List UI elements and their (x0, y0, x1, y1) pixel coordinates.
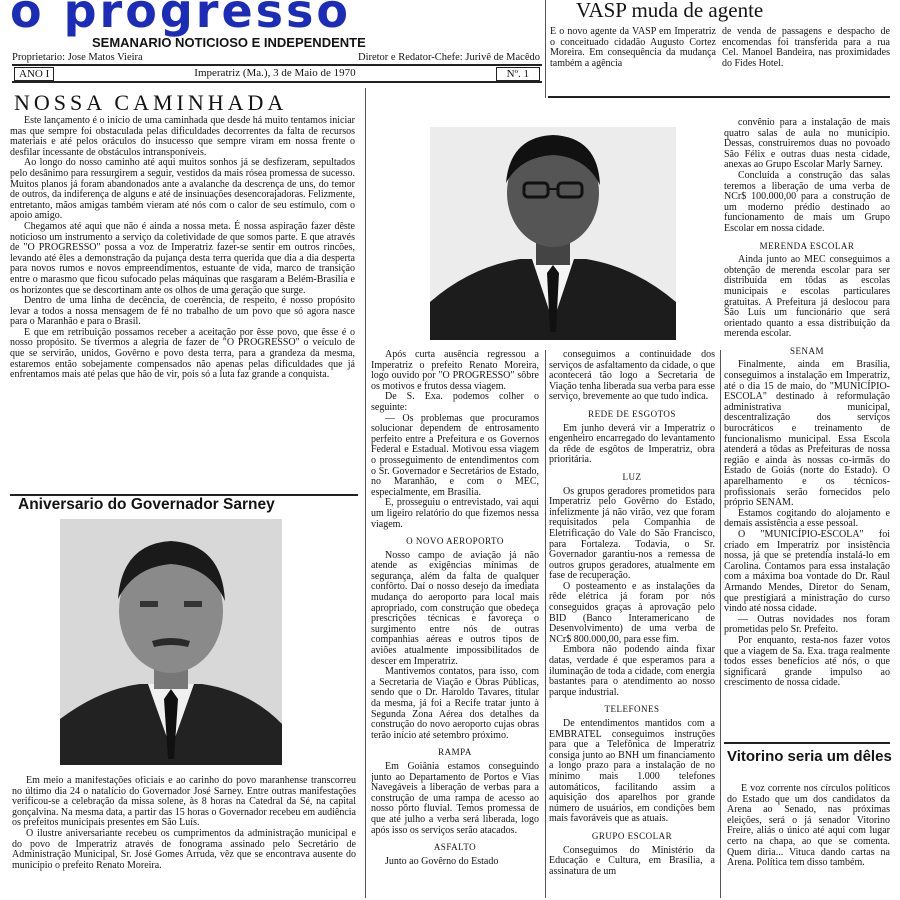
staff-line (12, 52, 540, 63)
paragraph: Por enquanto, resta-nos fazer votos que a viagem de Sa. Exa. traga realmente todos esses benefícios até nós, o que significará grande impulso ao crescimento de nossa cidade. (724, 634, 890, 689)
paragraph: Finalmente, ainda em Brasília, conseguimos a instalação em Imperatriz, até o dia 15 de maio, do "MUNICÍPIO-ESCOLA" destinado à reformulação administrativa municipal, descentralização dos serviços burocráticos e treinamento de funcionalismo municipal. Essa Escola atenderá a tôdas as Prefeituras de nossa região e ainda às nossas co-irmãs do Estado de Goiás (norte do Estado). O aparelhamento e os técnicos-profissionais serão fornecidos pelo próprio SENAM. (724, 359, 890, 509)
paragraph: Ainda junto ao MEC conseguimos a obtenção de merenda escolar para ser distribuída em tôdas as escolas municipais e escolas particulares gratuitas. A Prefeitura já deslocou para São Luís um funcionário que será orientado quanto a essa distribuição da merenda escolar. (724, 254, 890, 340)
subheading: MERENDA ESCOLAR (759, 240, 855, 251)
dateline-rule (12, 81, 542, 83)
vasp-headline: VASP muda de agente (576, 0, 764, 22)
subheading: REDE DE ESGOTOS (588, 408, 676, 419)
vitorino-article (727, 784, 890, 894)
issue-number: Nº. 1 (496, 67, 540, 81)
vasp-article-col2: de venda de passagens e despacho de encomendas foi transferida para a rua Cel. Manoel Bandeira, nas proximidades do Fides Hotel. (722, 27, 890, 69)
sarney-photo (60, 519, 282, 765)
section-rule (548, 96, 890, 98)
prefeito-photo (430, 127, 676, 340)
issue-year: ANO I (14, 67, 54, 81)
prefeito-article-col-b (549, 350, 715, 895)
editor-credit: Diretor e Redator-Chefe: Jurivê de Macêdo (357, 52, 540, 63)
owner-credit: Proprietario: Jose Matos Vieira (12, 52, 143, 63)
prefeito-article-col-c (724, 118, 890, 738)
paragraph: — Outras novidades nos foram prometidas pelo Sr. Prefeito. (724, 613, 890, 636)
masthead-rule (12, 64, 542, 66)
paragraph: E, prosseguiu o entrevistado, vai aqui um ligeiro relatório do que fizemos nessa viagem. (371, 497, 539, 530)
column-rule (365, 88, 366, 898)
paragraph: Junto ao Govêrno do Estado (385, 855, 499, 867)
paragraph: De S. Exa. podemos colher o seguinte: (371, 391, 539, 413)
paragraph: conseguimos a continuidade dos serviços de asfaltamento da cidade, o que acontecerá tão logo a Secretaria de Viação tenha liberada sua verba para esse serviço, brevemente ao que tudo indica. (549, 350, 715, 403)
paragraph: Em Goiânia estamos conseguindo junto ao Departamento de Portos e Vias Navegáveis a liberação de verbas para a construção de uma rampa de acesso ao nosso pôrto fluvial. Temos promessa de que até julho a verba será liberada, logo após isso os serviços serão atacados. (371, 760, 539, 836)
paragraph: O posteamento e as instalações da rêde elétrica já foram por nós conseguidos graças à aprovação pelo BID (Banco Interamericano de Desenvolvimento) de uma verba de NCr$ 800.000,00, para esse fim. (549, 580, 715, 645)
nossa-caminhada-article (10, 116, 355, 492)
paragraph: O "MUNICÍPIO-ESCOLA" foi criado em Imperatriz por insistência nossa, já que se pretendia instalá-lo em Carolina. Contamos para essa instalação com a máxima boa vontade do Dr. Raul Armando Mendes, Diretor do Senam, que prestigiará a ministração do curso vindo até nossa cidade. (724, 528, 890, 615)
paragraph: Embora não podendo ainda fixar datas, verdade é que esperamos para a iluminação de toda a cidade, com energia bastantes para o atendimento ao nosso parque industrial. (549, 644, 715, 698)
paragraph: O ilustre aniversariante recebeu os cumprimentos da administração municipal e do povo de Imperatriz através de fonograma assinado pelo Secretário de Administração Municipal, Sr. José Gomes Arruda, vêz que se encontrava ausente do município o prefeito Renato Moreira. (12, 827, 356, 871)
subheading: O NOVO AEROPORTO (406, 536, 504, 547)
subheading: LUZ (622, 471, 642, 482)
paragraph: De entendimentos mantidos com a EMBRATEL conseguimos instruções para que a Telefônica de Imperatriz consiga junto ao BNH um financiamento a longo prazo para a instalação de no mínimo mais 1.000 telefones automáticos, facilitando assim a aquisição dos aparelhos por grande número de usuários, em condições bem mais favoráveis que as atuais. (549, 718, 715, 825)
prefeito-article-col-a (371, 350, 539, 895)
paragraph: Este lançamento é o início de uma caminhada que desde há muito tentamos iniciar mas que sempre foi obstaculada pelas dificuldades decorrentes da falta de recursos materiais e até pelos oráculos do insucesso que sempre viram em nossa frente o desfilar incessante de obstáculos intransponíveis. (10, 116, 355, 158)
subheading: SENAM (789, 345, 824, 356)
paragraph: Conseguimos do Ministério da Educação e Cultura, em Brasília, a assinatura de um (549, 844, 715, 877)
section-rule (724, 742, 890, 744)
paragraph: É voz corrente nos círculos políticos do Estado que um dos candidatos da Arena ao Senado, nas próximas eleições, será o já senador Vitorino Freire, aliás o único até aqui com lugar certo na chapa, ao que se comenta. Quem diria... Vituca dando cartas na Arena. Política tem disso também. (727, 784, 890, 869)
subheading: GRUPO ESCOLAR (591, 830, 673, 841)
paragraph: Os grupos geradores prometidos para Imperatriz pelo Govêrno do Estado, infelizmente já não virão, vez que foram requisitados pela Companhia de Eletrificação do Vale do São Francisco, para Fortaleza. Todavia, o Sr. Governador garantiu-nos a remessa de outros grupos geradores, atualmente em fase de recuperação. (549, 485, 715, 582)
issue-line (14, 67, 540, 81)
paragraph: Nosso campo de aviação já não atende as exigências mínimas de segurança, além da falta de qualquer confôrto. Daí o nosso desejo da imediata mudança do aeroporto para local mais apropriado, com construção que obedeça prescrições técnicas e favoreça o surgimento entre nós de outras companhias aéreas e outros tipos de aviões atualmente impossibilitados de descer em Imperatriz. (371, 549, 539, 667)
sarney-headline: Aniversario do Governador Sarney (18, 496, 275, 513)
paragraph: Após curta ausência regressou a Imperatriz o prefeito Renato Moreira, logo ouvido por "O PROGRESSO" sôbre os motivos e frutos dessa viagem. (371, 350, 539, 392)
paragraph: convênio para a instalação de mais quatro salas de aula no município. Dessas, construiremos duas no povoado São Félix e outras duas nesta cidade, anexas ao Grupo Escolar Marly Sarney. (724, 118, 890, 171)
vasp-article-col1: É o novo agente da VASP em Imperatriz o conceituado cidadão Augusto Cortez Moreira. Em consequência da mudança também a agência (550, 27, 716, 69)
paragraph: Concluída a construção das salas teremos a liberação de uma verba de NCr$ 100.000,00 para a construção de um moderno prédio destinado ao funcionamento de mais um Grupo Escolar em nossa cidade. (724, 169, 890, 234)
paragraph: Em meio a manifestações oficiais e ao carinho do povo maranhense transcorreu no último dia 24 o natalício do Governador José Sarney. Entre outras manifestações verificou-se a celebração da missa solene, às 8 horas na Catedral da Sé, na capital gonçalvina. Na mesma data, a partir das 15 horas o Governador recebeu em audiência os prefeitos municipais presentes em São Luís. (12, 776, 356, 829)
subheading: TELEFONES (604, 704, 660, 715)
sarney-article (12, 776, 356, 892)
subheading: ASFALTO (433, 842, 477, 853)
newspaper-subtitle: SEMANARIO NOTICIOSO E INDEPENDENTE (92, 35, 366, 50)
paragraph: Dentro de uma linha de decência, de coerência, de respeito, é nosso propósito levar a todos a nossa mensagem de fé no trabalho de um povo que só agora nasce para o Maranhão e para o Brasil. (10, 295, 355, 328)
paragraph: — Os problemas que procuramos solucionar dependem de entrosamento perfeito entre a Prefeitura e os Governos Federal e Estadual. Motivou essa viagem o prosseguimento de entendimentos com o Sr. Governador e Secretários de Estado, no Maranhão, e com o MEC, especialmente, em Brasília. (371, 412, 539, 498)
column-rule (545, 0, 546, 98)
issue-dateline: Imperatriz (Ma.), 3 de Maio de 1970 (194, 67, 356, 79)
paragraph: Em junho deverá vir a Imperatriz o engenheiro encarregado do levantamento da rêde de esgôtos de Imperatriz, obra prioritária. (549, 422, 715, 466)
vitorino-headline: Vitorino seria um dêles (727, 748, 892, 765)
nossa-caminhada-headline: NOSSA CAMINHADA (14, 90, 288, 115)
paragraph: Ao longo do nosso caminho até aqui muitos sonhos já se desfizeram, sepultados pelo desânimo para ressurgirem a seguir, vestidos da mais rósea promessa de sucesso. Muitos planos já foram abandonados ante a avalanche da descrença de uns, do temor de outros, da indiferença de alguns e até de insinuações desencorajadoras. Felizmente, entretanto, mãos amigas também vieram até nós com o calor de seu estímulo, com o apoio amigo. (10, 157, 355, 222)
subheading: RAMPA (438, 747, 472, 758)
paragraph: Mantivemos contatos, para isso, com a Secretaria de Viação e Obras Públicas, sendo que o Dr. Haroldo Tavares, titular da mesma, já foi a Recife tratar junto à Segunda Zona Aérea dos detalhes da construção do novo aeroporto cujas obras terão início até setembro próximo. (371, 666, 539, 741)
newspaper-title: o progresso (10, 0, 352, 38)
paragraph: Estamos cogitando do alojamento e demais assistência a esse pessoal. (724, 507, 890, 530)
column-rule (545, 350, 546, 898)
paragraph: Chegamos até aqui que não é ainda a nossa meta. É nossa aspiração fazer dêste noticioso um instrumento a serviço da coletividade de que somos parte. E que através de "O PROGRESSO" possa a voz de Imperatriz fazer-se sentir em outros rincões, levando até êles a demonstração da pujança desta terra querida que dia a dia desperta para novos rumos e novos empreendimentos, estuante de vida, marco de transição entre o marasmo que ficou sufocado pelas máquinas que rasgaram a Belém-Brasília e os horizontes que se descortinam ante os olhos de uma geração que surge. (10, 220, 355, 296)
column-rule (720, 350, 721, 898)
paragraph: E que em retribuição possamos receber a aceitação por êsse povo, que êsse é o nosso propósito. Se tivermos a alegria de fazer de "O PROGRESSO" o veículo de que se servirão, unidos, Govêrno e povo desta terra, para a grandeza da mesma, estaremos então sobejamente compensados não apenas pelas dificuldades que já enfrentamos mais até pelas que hão de vir, pois só a luta faz grande a conquista. (10, 326, 355, 381)
